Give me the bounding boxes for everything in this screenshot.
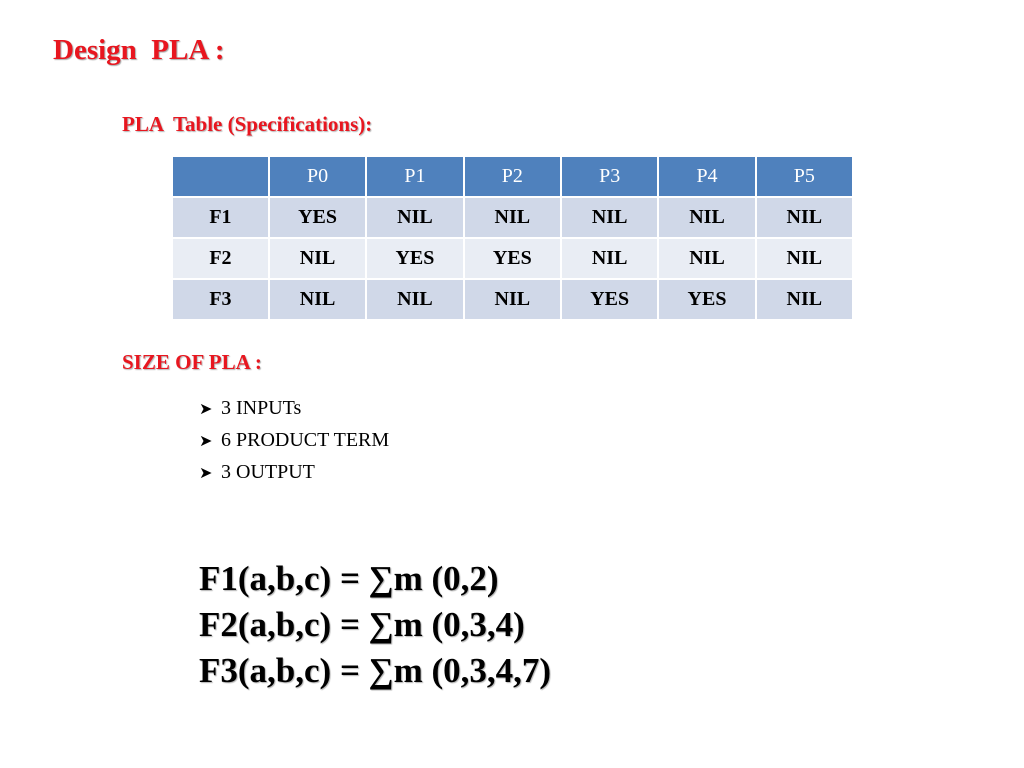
table-header-cell: P0 [269,156,366,197]
arrow-bullet-icon: ➤ [199,401,213,418]
table-row [172,279,853,320]
list-item [199,425,389,457]
equation-f2: F2(a,b,c) = ∑m (0,3,4) [199,605,525,644]
table-header-row [172,156,853,197]
table-cell: NIL [269,238,366,279]
table-cell: NIL [269,279,366,320]
table-cell: YES [366,238,463,279]
pla-table-heading: PLA Table (Specifications): [122,112,373,136]
arrow-bullet-icon: ➤ [199,465,213,482]
table-header-cell: P2 [464,156,561,197]
table-cell: NIL [366,197,463,238]
table-cell: NIL [658,238,755,279]
list-item [199,457,389,489]
list-item-text: 6 PRODUCT TERM [221,429,390,451]
slide-title: Design PLA : [53,34,225,66]
arrow-bullet-icon: ➤ [199,433,213,450]
list-item-text: 3 OUTPUT [221,461,315,483]
size-of-pla-heading: SIZE OF PLA : [122,350,262,374]
table-cell: F3 [172,279,269,320]
table-row [172,238,853,279]
table-cell: NIL [756,279,853,320]
table-cell: NIL [756,197,853,238]
table-header-cell: P4 [658,156,755,197]
table-cell: NIL [658,197,755,238]
table-row [172,197,853,238]
table-header-cell: P5 [756,156,853,197]
table-cell: NIL [756,238,853,279]
table-cell: YES [464,238,561,279]
table-cell: YES [269,197,366,238]
table-cell: NIL [561,238,658,279]
table-cell: YES [658,279,755,320]
equation-block [199,556,551,694]
table-cell: F1 [172,197,269,238]
table-header-cell: P3 [561,156,658,197]
table-header-cell [172,156,269,197]
table-cell: NIL [366,279,463,320]
list-item-text: 3 INPUTs [221,397,302,419]
pla-table [171,155,854,321]
table-cell: YES [561,279,658,320]
table-cell: NIL [464,197,561,238]
table-cell: NIL [464,279,561,320]
size-bullet-list [199,393,389,489]
table-cell: F2 [172,238,269,279]
table-cell: NIL [561,197,658,238]
equation-f3: F3(a,b,c) = ∑m (0,3,4,7) [199,651,552,690]
equation-f1: F1(a,b,c) = ∑m (0,2) [199,559,499,598]
table-header-cell: P1 [366,156,463,197]
list-item [199,393,389,425]
